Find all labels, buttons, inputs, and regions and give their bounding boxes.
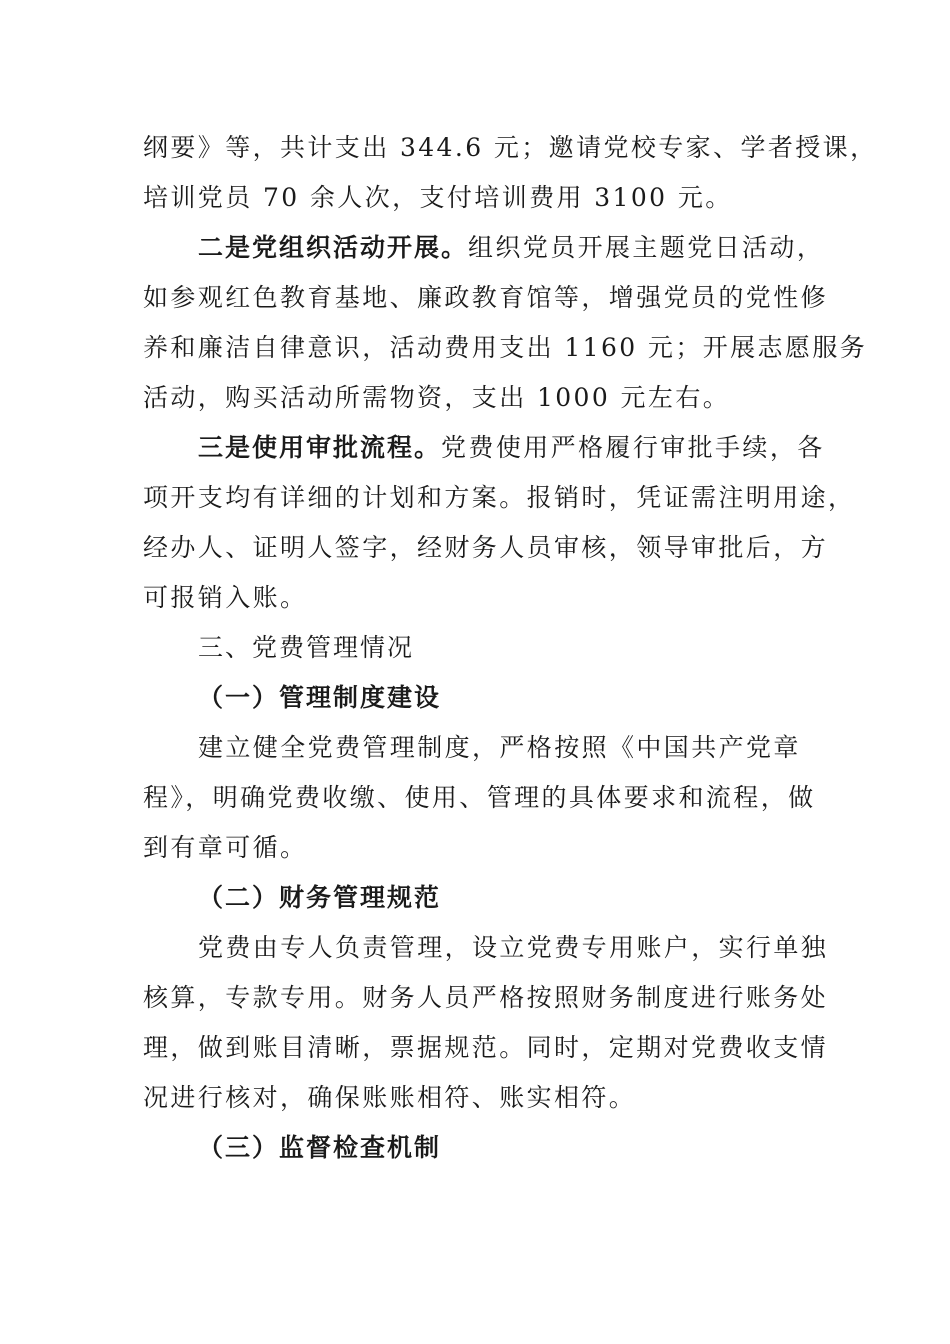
paragraph-lead: 三是使用审批流程。 <box>198 433 442 462</box>
section-heading <box>143 623 819 673</box>
subsection-heading <box>143 1123 819 1173</box>
text-line: 如参观红色教育基地、廉政教育馆等，增强党员的党性修 <box>143 283 829 312</box>
text-line: 经办人、证明人签字，经财务人员审核，领导审批后，方 <box>143 533 829 562</box>
text-line <box>143 223 825 273</box>
paragraph-lead-rest: 党费使用严格履行审批手续，各 <box>441 433 825 462</box>
subsection-title: （一）管理制度建设 <box>198 683 442 712</box>
subsection-title: （二）财务管理规范 <box>198 883 442 912</box>
paragraph-party-activities <box>143 223 868 423</box>
text-line: 到有章可循。 <box>143 833 308 862</box>
paragraph-lead-rest: 组织党员开展主题党日活动， <box>468 233 825 262</box>
text-line: 核算，专款专用。财务人员严格按照财务制度进行账务处 <box>143 983 829 1012</box>
text-line: 项开支均有详细的计划和方案。报销时，凭证需注明用途， <box>143 483 856 512</box>
text-line <box>143 423 825 473</box>
subsection-heading <box>143 873 819 923</box>
subsection-title: （三）监督检查机制 <box>198 1133 442 1162</box>
text-line: 可报销入账。 <box>143 583 308 612</box>
text-line: 建立健全党费管理制度，严格按照《中国共产党章 <box>198 733 801 762</box>
text-line: 活动，购买活动所需物资，支出 1000 元左右。 <box>143 383 731 412</box>
text-line: 纲要》等，共计支出 344.6 元；邀请党校专家、学者授课， <box>143 133 878 162</box>
text-line: 理，做到账目清晰，票据规范。同时，定期对党费收支情 <box>143 1033 829 1062</box>
section-title: 三、党费管理情况 <box>198 633 415 662</box>
paragraph-approval-process <box>143 423 856 623</box>
paragraph-management-system <box>143 723 819 873</box>
text-line: 培训党员 70 余人次，支付培训费用 3100 元。 <box>143 183 733 212</box>
paragraph-training-continuation <box>143 123 878 223</box>
text-line: 党费由专人负责管理，设立党费专用账户，实行单独 <box>198 933 829 962</box>
paragraph-lead: 二是党组织活动开展。 <box>198 233 469 262</box>
text-line: 养和廉洁自律意识，活动费用支出 1160 元；开展志愿服务 <box>143 333 868 362</box>
text-line: 况进行核对，确保账账相符、账实相符。 <box>143 1083 637 1112</box>
subsection-heading <box>143 673 819 723</box>
paragraph-finance-management <box>143 923 829 1123</box>
text-line: 程》，明确党费收缴、使用、管理的具体要求和流程，做 <box>143 783 816 812</box>
